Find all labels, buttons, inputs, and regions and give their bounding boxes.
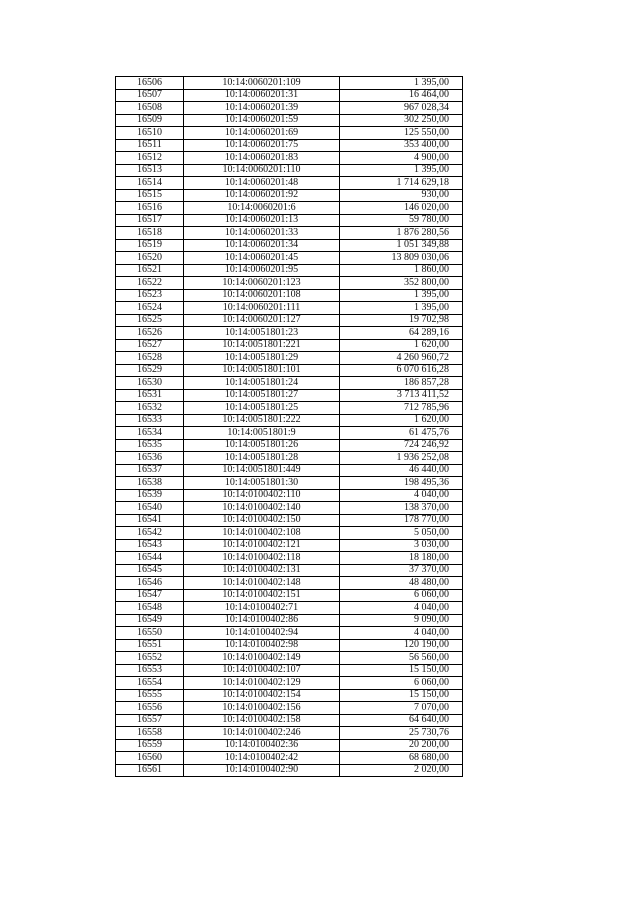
cadastral-number-cell: 10:14:0100402:246 — [184, 727, 340, 740]
table-row — [116, 502, 463, 515]
cadastral-number-cell: 10:14:0100402:110 — [184, 489, 340, 502]
value-cell: 1 395,00 — [340, 302, 463, 315]
value-cell: 146 020,00 — [340, 202, 463, 215]
cadastral-number-cell: 10:14:0060201:123 — [184, 277, 340, 290]
cadastral-number-cell: 10:14:0060201:92 — [184, 189, 340, 202]
cadastral-number-cell: 10:14:0100402:158 — [184, 714, 340, 727]
table-row — [116, 352, 463, 365]
cadastral-number-cell: 10:14:0060201:13 — [184, 214, 340, 227]
row-number-cell: 16514 — [116, 177, 184, 190]
cadastral-number-cell: 10:14:0051801:221 — [184, 339, 340, 352]
value-cell: 125 550,00 — [340, 127, 463, 140]
table-row — [116, 677, 463, 690]
row-number-cell: 16552 — [116, 652, 184, 665]
cadastral-number-cell: 10:14:0100402:151 — [184, 589, 340, 602]
row-number-cell: 16509 — [116, 114, 184, 127]
cadastral-number-cell: 10:14:0060201:69 — [184, 127, 340, 140]
row-number-cell: 16527 — [116, 339, 184, 352]
table-row — [116, 264, 463, 277]
row-number-cell: 16516 — [116, 202, 184, 215]
row-number-cell: 16519 — [116, 239, 184, 252]
value-cell: 59 780,00 — [340, 214, 463, 227]
cadastral-number-cell: 10:14:0100402:90 — [184, 764, 340, 777]
row-number-cell: 16513 — [116, 164, 184, 177]
value-cell: 20 200,00 — [340, 739, 463, 752]
cadastral-number-cell: 10:14:0100402:118 — [184, 552, 340, 565]
table-row — [116, 764, 463, 777]
table-row — [116, 289, 463, 302]
cadastral-number-cell: 10:14:0100402:150 — [184, 514, 340, 527]
cadastral-number-cell: 10:14:0100402:140 — [184, 502, 340, 515]
table-row — [116, 652, 463, 665]
cadastral-number-cell: 10:14:0060201:34 — [184, 239, 340, 252]
row-number-cell: 16560 — [116, 752, 184, 765]
row-number-cell: 16508 — [116, 102, 184, 115]
value-cell: 6 060,00 — [340, 589, 463, 602]
value-cell: 967 028,34 — [340, 102, 463, 115]
table-row — [116, 127, 463, 140]
table-row — [116, 664, 463, 677]
row-number-cell: 16536 — [116, 452, 184, 465]
value-cell: 1 051 349,88 — [340, 239, 463, 252]
cadastral-number-cell: 10:14:0060201:95 — [184, 264, 340, 277]
table-row — [116, 102, 463, 115]
row-number-cell: 16543 — [116, 539, 184, 552]
table-row — [116, 314, 463, 327]
cadastral-number-cell: 10:14:0051801:30 — [184, 477, 340, 490]
row-number-cell: 16524 — [116, 302, 184, 315]
cadastral-number-cell: 10:14:0100402:94 — [184, 627, 340, 640]
cadastral-number-cell: 10:14:0100402:98 — [184, 639, 340, 652]
value-cell: 1 395,00 — [340, 164, 463, 177]
cadastral-number-cell: 10:14:0060201:31 — [184, 89, 340, 102]
cadastral-number-cell: 10:14:0051801:222 — [184, 414, 340, 427]
row-number-cell: 16525 — [116, 314, 184, 327]
row-number-cell: 16512 — [116, 152, 184, 165]
value-cell: 353 400,00 — [340, 139, 463, 152]
row-number-cell: 16549 — [116, 614, 184, 627]
cadastral-number-cell: 10:14:0060201:109 — [184, 77, 340, 90]
row-number-cell: 16522 — [116, 277, 184, 290]
row-number-cell: 16551 — [116, 639, 184, 652]
value-cell: 68 680,00 — [340, 752, 463, 765]
value-cell: 15 150,00 — [340, 689, 463, 702]
value-cell: 4 040,00 — [340, 489, 463, 502]
table-row — [116, 227, 463, 240]
value-cell: 138 370,00 — [340, 502, 463, 515]
row-number-cell: 16529 — [116, 364, 184, 377]
cadastral-number-cell: 10:14:0100402:148 — [184, 577, 340, 590]
table-row — [116, 452, 463, 465]
row-number-cell: 16542 — [116, 527, 184, 540]
table-row — [116, 177, 463, 190]
cadastral-number-cell: 10:14:0051801:29 — [184, 352, 340, 365]
table-row — [116, 214, 463, 227]
row-number-cell: 16541 — [116, 514, 184, 527]
cadastral-number-cell: 10:14:0100402:156 — [184, 702, 340, 715]
value-cell: 302 250,00 — [340, 114, 463, 127]
row-number-cell: 16506 — [116, 77, 184, 90]
value-cell: 1 620,00 — [340, 339, 463, 352]
row-number-cell: 16539 — [116, 489, 184, 502]
cadastral-number-cell: 10:14:0051801:449 — [184, 464, 340, 477]
row-number-cell: 16553 — [116, 664, 184, 677]
row-number-cell: 16548 — [116, 602, 184, 615]
value-cell: 5 050,00 — [340, 527, 463, 540]
value-cell: 25 730,76 — [340, 727, 463, 740]
value-cell: 4 260 960,72 — [340, 352, 463, 365]
cadastral-number-cell: 10:14:0060201:83 — [184, 152, 340, 165]
cadastral-number-cell: 10:14:0051801:101 — [184, 364, 340, 377]
value-cell: 712 785,96 — [340, 402, 463, 415]
value-cell: 3 713 411,52 — [340, 389, 463, 402]
table-row — [116, 77, 463, 90]
table-row — [116, 302, 463, 315]
table-row — [116, 414, 463, 427]
row-number-cell: 16537 — [116, 464, 184, 477]
row-number-cell: 16559 — [116, 739, 184, 752]
table-row — [116, 439, 463, 452]
table-row — [116, 739, 463, 752]
table-row — [116, 139, 463, 152]
row-number-cell: 16528 — [116, 352, 184, 365]
row-number-cell: 16561 — [116, 764, 184, 777]
row-number-cell: 16546 — [116, 577, 184, 590]
table-row — [116, 614, 463, 627]
table-row — [116, 327, 463, 340]
table-row — [116, 377, 463, 390]
cadastral-number-cell: 10:14:0051801:24 — [184, 377, 340, 390]
value-cell: 3 030,00 — [340, 539, 463, 552]
table-row — [116, 564, 463, 577]
table-row — [116, 639, 463, 652]
cadastral-number-cell: 10:14:0100402:131 — [184, 564, 340, 577]
row-number-cell: 16533 — [116, 414, 184, 427]
table-row — [116, 539, 463, 552]
row-number-cell: 16547 — [116, 589, 184, 602]
row-number-cell: 16530 — [116, 377, 184, 390]
table-row — [116, 402, 463, 415]
row-number-cell: 16538 — [116, 477, 184, 490]
cadastral-number-cell: 10:14:0060201:127 — [184, 314, 340, 327]
value-cell: 18 180,00 — [340, 552, 463, 565]
cadastral-number-cell: 10:14:0100402:108 — [184, 527, 340, 540]
cadastral-number-cell: 10:14:0051801:27 — [184, 389, 340, 402]
value-cell: 198 495,36 — [340, 477, 463, 490]
table-row — [116, 427, 463, 440]
table-row — [116, 339, 463, 352]
value-cell: 1 395,00 — [340, 77, 463, 90]
table-row — [116, 577, 463, 590]
cadastral-value-table — [115, 76, 463, 777]
value-cell: 64 640,00 — [340, 714, 463, 727]
row-number-cell: 16555 — [116, 689, 184, 702]
value-cell: 4 900,00 — [340, 152, 463, 165]
value-cell: 1 876 280,56 — [340, 227, 463, 240]
row-number-cell: 16558 — [116, 727, 184, 740]
value-cell: 120 190,00 — [340, 639, 463, 652]
cadastral-number-cell: 10:14:0100402:86 — [184, 614, 340, 627]
row-number-cell: 16544 — [116, 552, 184, 565]
cadastral-number-cell: 10:14:0051801:9 — [184, 427, 340, 440]
row-number-cell: 16550 — [116, 627, 184, 640]
row-number-cell: 16518 — [116, 227, 184, 240]
table-row — [116, 389, 463, 402]
value-cell: 9 090,00 — [340, 614, 463, 627]
cadastral-number-cell: 10:14:0060201:108 — [184, 289, 340, 302]
value-cell: 64 289,16 — [340, 327, 463, 340]
cadastral-number-cell: 10:14:0100402:154 — [184, 689, 340, 702]
value-cell: 1 714 629,18 — [340, 177, 463, 190]
row-number-cell: 16532 — [116, 402, 184, 415]
cadastral-number-cell: 10:14:0100402:129 — [184, 677, 340, 690]
table-row — [116, 727, 463, 740]
row-number-cell: 16511 — [116, 139, 184, 152]
value-cell: 48 480,00 — [340, 577, 463, 590]
table-row — [116, 514, 463, 527]
row-number-cell: 16521 — [116, 264, 184, 277]
cadastral-number-cell: 10:14:0060201:48 — [184, 177, 340, 190]
table-row — [116, 527, 463, 540]
table-row — [116, 239, 463, 252]
cadastral-number-cell: 10:14:0100402:36 — [184, 739, 340, 752]
value-cell: 16 464,00 — [340, 89, 463, 102]
cadastral-number-cell: 10:14:0060201:33 — [184, 227, 340, 240]
cadastral-number-cell: 10:14:0100402:71 — [184, 602, 340, 615]
cadastral-number-cell: 10:14:0051801:26 — [184, 439, 340, 452]
value-cell: 178 770,00 — [340, 514, 463, 527]
value-cell: 2 020,00 — [340, 764, 463, 777]
row-number-cell: 16556 — [116, 702, 184, 715]
table-row — [116, 202, 463, 215]
value-cell: 4 040,00 — [340, 627, 463, 640]
table-row — [116, 602, 463, 615]
cadastral-number-cell: 10:14:0060201:111 — [184, 302, 340, 315]
table-row — [116, 689, 463, 702]
table-row — [116, 114, 463, 127]
value-cell: 1 620,00 — [340, 414, 463, 427]
row-number-cell: 16534 — [116, 427, 184, 440]
table-row — [116, 252, 463, 265]
table-row — [116, 552, 463, 565]
value-cell: 13 809 030,06 — [340, 252, 463, 265]
table-row — [116, 589, 463, 602]
cadastral-number-cell: 10:14:0060201:39 — [184, 102, 340, 115]
table-row — [116, 714, 463, 727]
value-cell: 56 560,00 — [340, 652, 463, 665]
value-cell: 4 040,00 — [340, 602, 463, 615]
value-cell: 724 246,92 — [340, 439, 463, 452]
table-row — [116, 464, 463, 477]
row-number-cell: 16554 — [116, 677, 184, 690]
cadastral-number-cell: 10:14:0060201:6 — [184, 202, 340, 215]
row-number-cell: 16535 — [116, 439, 184, 452]
value-cell: 7 070,00 — [340, 702, 463, 715]
cadastral-number-cell: 10:14:0051801:23 — [184, 327, 340, 340]
value-cell: 15 150,00 — [340, 664, 463, 677]
table-row — [116, 189, 463, 202]
cadastral-number-cell: 10:14:0060201:75 — [184, 139, 340, 152]
value-cell: 930,00 — [340, 189, 463, 202]
row-number-cell: 16515 — [116, 189, 184, 202]
cadastral-number-cell: 10:14:0100402:107 — [184, 664, 340, 677]
value-cell: 46 440,00 — [340, 464, 463, 477]
cadastral-number-cell: 10:14:0060201:110 — [184, 164, 340, 177]
value-cell: 1 395,00 — [340, 289, 463, 302]
table-row — [116, 164, 463, 177]
table-row — [116, 489, 463, 502]
table-row — [116, 364, 463, 377]
cadastral-number-cell: 10:14:0100402:121 — [184, 539, 340, 552]
cadastral-number-cell: 10:14:0100402:42 — [184, 752, 340, 765]
value-cell: 352 800,00 — [340, 277, 463, 290]
value-cell: 1 860,00 — [340, 264, 463, 277]
row-number-cell: 16557 — [116, 714, 184, 727]
value-cell: 19 702,98 — [340, 314, 463, 327]
row-number-cell: 16545 — [116, 564, 184, 577]
row-number-cell: 16531 — [116, 389, 184, 402]
table-row — [116, 89, 463, 102]
table-row — [116, 477, 463, 490]
row-number-cell: 16523 — [116, 289, 184, 302]
cadastral-number-cell: 10:14:0100402:149 — [184, 652, 340, 665]
table-row — [116, 752, 463, 765]
table-body — [116, 77, 463, 777]
value-cell: 1 936 252,08 — [340, 452, 463, 465]
table-row — [116, 627, 463, 640]
row-number-cell: 16507 — [116, 89, 184, 102]
row-number-cell: 16540 — [116, 502, 184, 515]
row-number-cell: 16526 — [116, 327, 184, 340]
value-cell: 37 370,00 — [340, 564, 463, 577]
table-row — [116, 702, 463, 715]
value-cell: 6 060,00 — [340, 677, 463, 690]
value-cell: 6 070 616,28 — [340, 364, 463, 377]
row-number-cell: 16510 — [116, 127, 184, 140]
row-number-cell: 16520 — [116, 252, 184, 265]
cadastral-number-cell: 10:14:0060201:45 — [184, 252, 340, 265]
table-row — [116, 277, 463, 290]
cadastral-number-cell: 10:14:0051801:25 — [184, 402, 340, 415]
row-number-cell: 16517 — [116, 214, 184, 227]
table-row — [116, 152, 463, 165]
value-cell: 186 857,28 — [340, 377, 463, 390]
value-cell: 61 475,76 — [340, 427, 463, 440]
cadastral-number-cell: 10:14:0051801:28 — [184, 452, 340, 465]
cadastral-number-cell: 10:14:0060201:59 — [184, 114, 340, 127]
